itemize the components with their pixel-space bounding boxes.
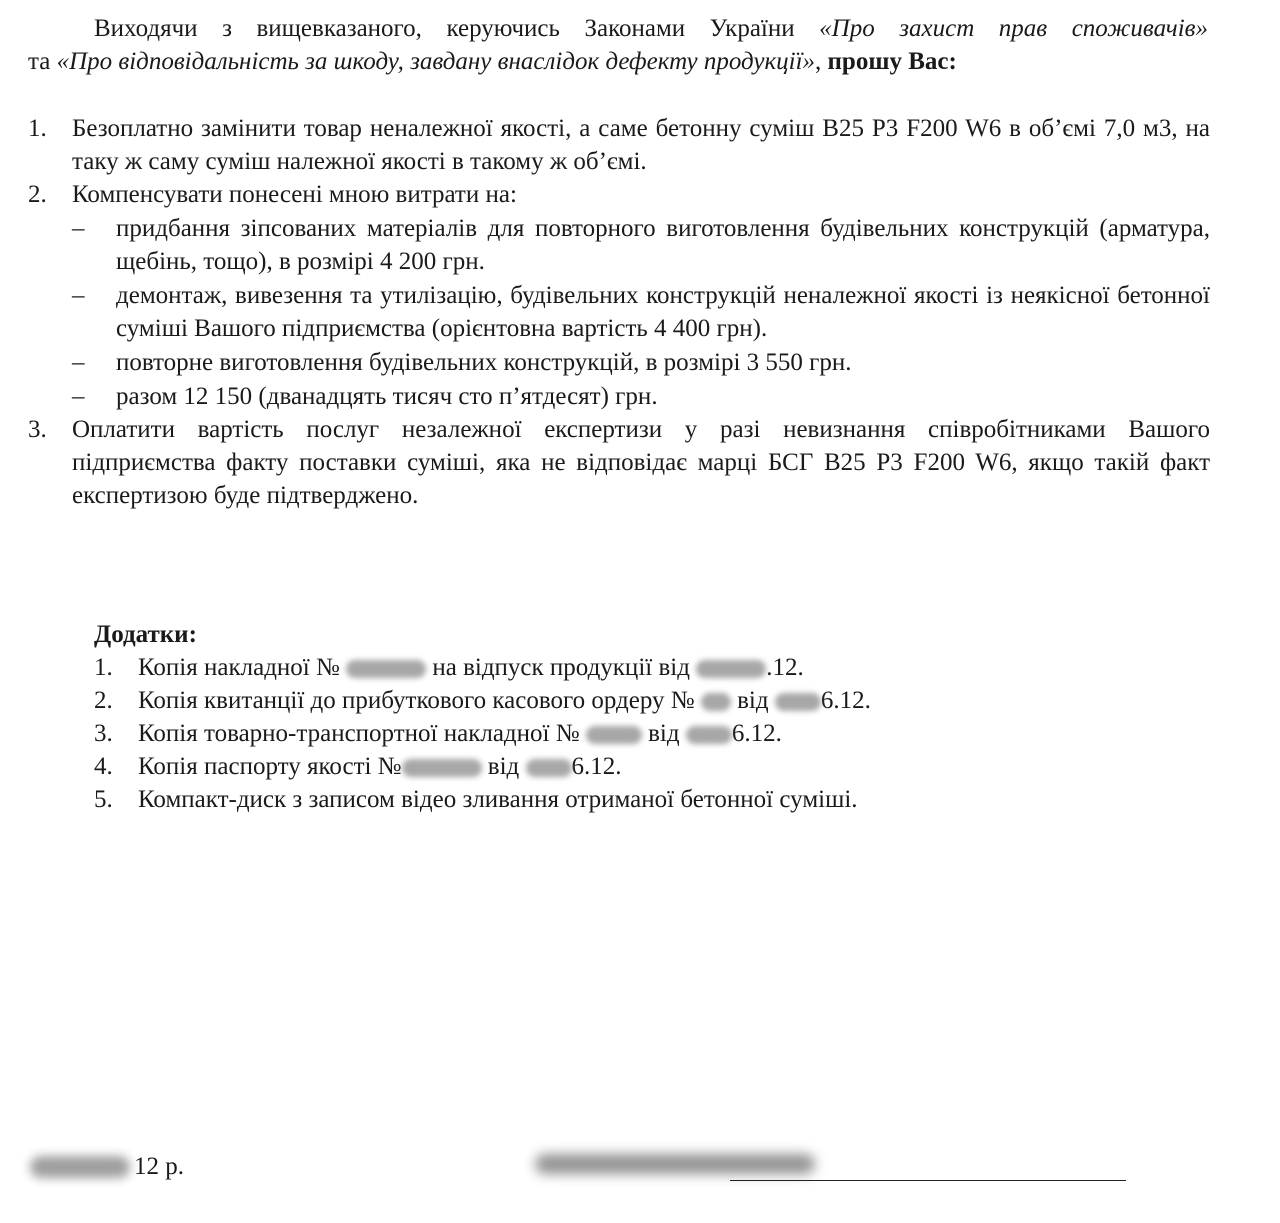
document-footer (30, 1150, 1130, 1190)
request-text: Компенсувати понесені мною витрати на: (72, 181, 517, 208)
attachment-text: Копія товарно-транспортної накладної № (138, 720, 580, 747)
redaction-blur (775, 693, 821, 711)
attachment-number: 1. (94, 654, 113, 681)
expense-item (28, 380, 1210, 413)
expense-text: демонтаж, вивезення та утилізацію, будівельних конструкцій неналежної якості із неякісної бетонної суміші Вашого підприємства (орієнтовна вартість 4 400 грн). (116, 282, 1210, 342)
dash-bullet: – (72, 282, 85, 309)
intro-text-2: та (28, 48, 57, 75)
expense-item (28, 212, 1210, 278)
document-date: 12 р. (134, 1153, 184, 1180)
attachment-text: на відпуск продукції від (432, 654, 690, 681)
redaction-blur (696, 660, 766, 678)
redaction-blur (30, 1156, 130, 1178)
redaction-blur (701, 693, 731, 711)
law-consumer-rights: «Про захист прав споживачів» (819, 15, 1208, 42)
requests-list (28, 112, 1210, 512)
attachment-item (94, 750, 1094, 783)
intro-paragraph (28, 12, 1208, 78)
attachment-item (94, 651, 1094, 684)
intro-text: Виходячи з вищевказаного, керуючись Законами України (94, 15, 820, 42)
redaction-blur (402, 759, 482, 777)
expense-text: разом 12 150 (дванадцять тисяч сто п’ятдесят) грн. (116, 383, 658, 410)
attachment-item (94, 717, 1094, 750)
request-item (28, 413, 1210, 512)
attachment-date-suffix: .12. (766, 654, 804, 681)
request-text: Оплатити вартість послуг незалежної експертизи у разі невизнання співробітниками Вашого підприємства факту поставки суміші, яка не відповідає марці БСГ В25 Р3 F200 W6, якщо такій факт експертизою буде підтверджено. (72, 416, 1210, 509)
expense-item (28, 346, 1210, 379)
signature-line (730, 1180, 1126, 1181)
intro-line-2 (28, 45, 1208, 78)
dash-bullet: – (72, 215, 85, 242)
redaction-blur (526, 759, 572, 777)
request-number: 3. (28, 416, 47, 443)
expense-text: повторне виготовлення будівельних конструкцій, в розмірі 3 550 грн. (116, 349, 852, 376)
request-item (28, 178, 1210, 211)
attachment-date-suffix: 6.12. (731, 720, 782, 747)
redaction-blur (686, 726, 732, 744)
request-number: 2. (28, 181, 47, 208)
attachment-date-suffix: 6.12. (571, 753, 622, 780)
redaction-blur (586, 726, 642, 744)
attachment-text: від (487, 753, 520, 780)
expense-text: придбання зіпсованих матеріалів для повторного виготовлення будівельних конструкцій (арматура, щебінь, тощо), в розмірі 4 200 грн. (116, 215, 1210, 275)
attachments-title: Додатки: (94, 621, 197, 648)
attachment-text: Копія паспорту якості № (138, 753, 402, 780)
expense-item (28, 279, 1210, 345)
law-product-defect: «Про відповідальність за шкоду, завдану внаслідок дефекту продукції» (56, 48, 816, 75)
attachment-item (94, 684, 1094, 717)
intro-line-1 (28, 12, 1208, 45)
attachment-number: 2. (94, 687, 113, 714)
dash-bullet: – (72, 383, 85, 410)
attachment-date-suffix: 6.12. (820, 687, 871, 714)
attachment-text: Компакт-диск з записом відео зливання отриманої бетонної суміші. (138, 786, 858, 813)
request-phrase: прошу Вас: (827, 48, 957, 75)
attachment-text: від (648, 720, 680, 747)
attachments-section (94, 618, 1094, 816)
attachment-number: 4. (94, 753, 113, 780)
attachment-text: від (737, 687, 769, 714)
attachment-number: 5. (94, 786, 113, 813)
redaction-blur (535, 1154, 815, 1174)
intro-text-3: , (815, 48, 828, 75)
attachment-text: Копія накладної № (138, 654, 340, 681)
attachment-item (94, 783, 1094, 816)
request-text: Безоплатно замінити товар неналежної якості, а саме бетонну суміш В25 Р3 F200 W6 в об’ємі 7,0 м3, на таку ж саму суміш належної якості в такому ж об’ємі. (72, 115, 1210, 175)
request-item (28, 112, 1210, 178)
dash-bullet: – (72, 349, 85, 376)
attachment-number: 3. (94, 720, 113, 747)
request-number: 1. (28, 115, 47, 142)
attachment-text: Копія квитанції до прибуткового касового ордеру № (138, 687, 695, 714)
redaction-blur (346, 660, 426, 678)
